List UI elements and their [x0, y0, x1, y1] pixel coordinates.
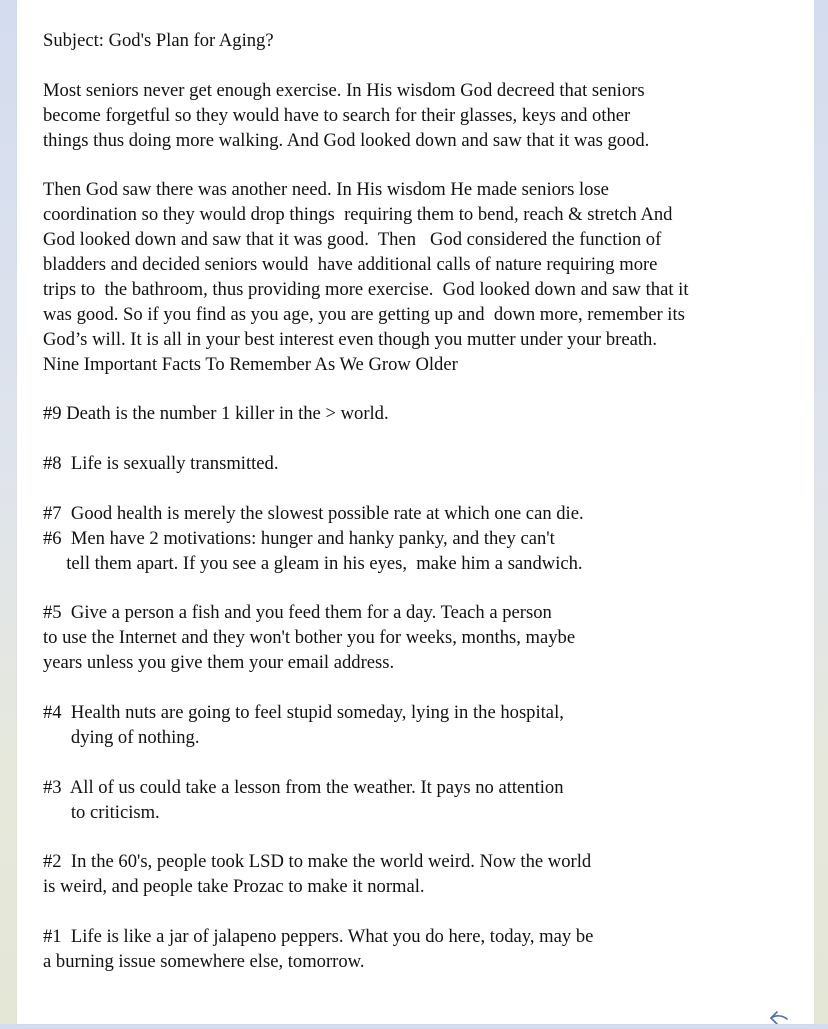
- spacer: [43, 477, 803, 502]
- email-subject: Subject: God's Plan for Aging?: [43, 30, 274, 51]
- text-line: coordination so they would drop things requiring them to bend, reach & stretch And: [43, 204, 673, 226]
- text-line: #1 Life is like a jar of jalapeno peppers. What you do here, today, may be: [43, 926, 594, 948]
- text-line: become forgetful so they would have to search for their glasses, keys and other: [43, 104, 631, 126]
- spacer: [43, 826, 803, 851]
- text-line: #3 All of us could take a lesson from the weather. It pays no attention: [43, 776, 564, 798]
- spacer: [43, 427, 803, 452]
- text-line: things thus doing more walking. And God looked down and saw that it was good.: [43, 129, 650, 151]
- facts-heading: Nine Important Facts To Remember As We Grow Older: [43, 353, 458, 375]
- paragraph-coordination: [43, 178, 803, 377]
- text-line: #8 Life is sexually transmitted.: [43, 453, 279, 475]
- reply-arrow-icon: [768, 1010, 790, 1024]
- text-line: was good. So if you find as you age, you are getting up and down more, remember its: [43, 303, 685, 325]
- text-line: #5 Give a person a fish and you feed them for a day. Teach a person: [43, 602, 552, 624]
- fact-2: [43, 850, 803, 900]
- spacer: [43, 377, 803, 402]
- text-line: to criticism.: [43, 801, 160, 823]
- fact-9: [43, 402, 803, 427]
- paragraph-exercise: [43, 79, 803, 154]
- reply-icon[interactable]: [768, 1010, 790, 1024]
- email-page: [17, 0, 814, 1024]
- spacer: [43, 54, 803, 79]
- text-line: trips to the bathroom, thus providing more exercise. God looked down and saw that it: [43, 278, 689, 300]
- text-line: a burning issue somewhere else, tomorrow.: [43, 950, 365, 972]
- text-line: dying of nothing.: [43, 726, 200, 748]
- text-line: Most seniors never get enough exercise. In His wisdom God decreed that seniors: [43, 79, 645, 101]
- text-line: bladders and decided seniors would have additional calls of nature requiring more: [43, 254, 658, 276]
- text-line: #9 Death is the number 1 killer in the > world.: [43, 403, 389, 425]
- fact-1: [43, 925, 803, 975]
- text-line: #2 In the 60's, people took LSD to make the world weird. Now the world: [43, 851, 592, 873]
- text-line: #7 Good health is merely the slowest possible rate at which one can die.: [43, 502, 584, 524]
- fact-8: [43, 452, 803, 477]
- text-line: to use the Internet and they won't bother you for weeks, months, maybe: [43, 627, 576, 649]
- text-line: God looked down and saw that it was good. Then God considered the function of: [43, 229, 662, 251]
- fact-3: [43, 776, 803, 826]
- spacer: [43, 153, 803, 178]
- text-line: #6 Men have 2 motivations: hunger and hanky panky, and they can't: [43, 527, 555, 549]
- spacer: [43, 900, 803, 925]
- text-line: tell them apart. If you see a gleam in his eyes, make him a sandwich.: [43, 552, 583, 574]
- spacer: [43, 577, 803, 602]
- spacer: [43, 676, 803, 701]
- text-line: #4 Health nuts are going to feel stupid someday, lying in the hospital,: [43, 702, 564, 724]
- text-line: God’s will. It is all in your best interest even though you mutter under your breath.: [43, 328, 657, 350]
- fact-5: [43, 601, 803, 676]
- text-line: is weird, and people take Prozac to make it normal.: [43, 876, 425, 898]
- spacer: [43, 751, 803, 776]
- fact-4: [43, 701, 803, 751]
- email-body: [43, 29, 803, 975]
- fact-7-6: [43, 502, 803, 577]
- text-line: years unless you give them your email address.: [43, 652, 395, 674]
- text-line: Then God saw there was another need. In His wisdom He made seniors lose: [43, 179, 609, 201]
